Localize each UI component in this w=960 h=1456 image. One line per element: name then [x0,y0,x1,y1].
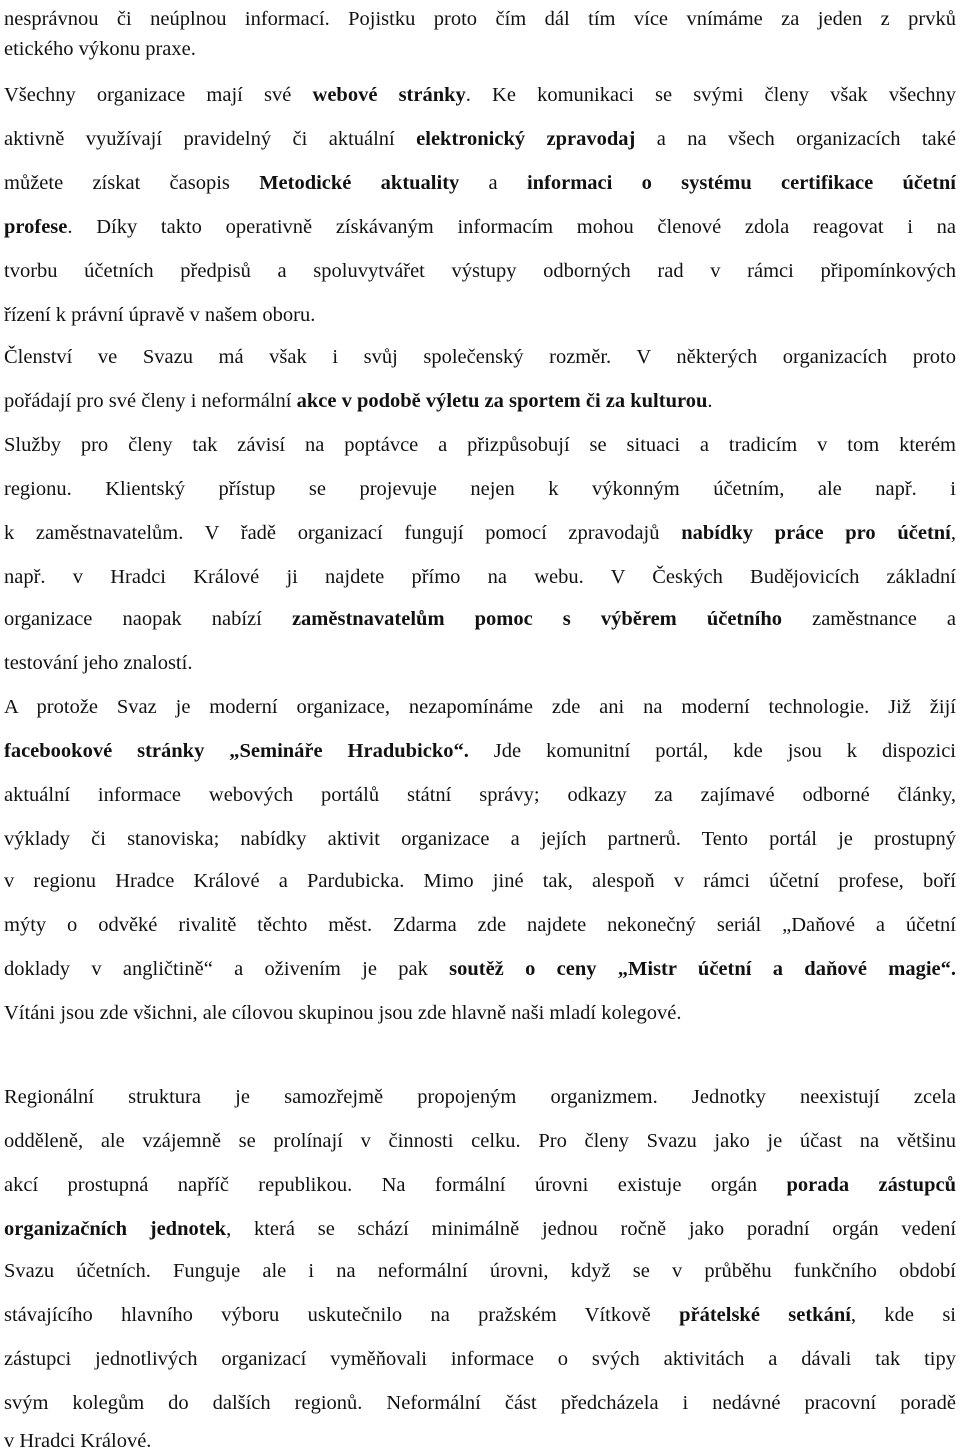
bold-text: informaci o systému certifikace účetní [526,172,956,194]
bold-text: webové stránky [312,84,466,106]
text-line: v Hradci Králové. [4,1430,152,1452]
bold-text: facebookové stránky „Semináře Hradubicko“. [4,740,469,762]
bold-text: porada zástupců [786,1174,956,1196]
text-line: regionu. Klientský přístup se projevuje nejen k výkonným účetním, ale např. i [4,478,956,500]
text-line: v regionu Hradce Králové a Pardubicka. Mimo jiné tak, alespoň v rámci účetní profese, boří [4,870,956,892]
text-line: Členství ve Svazu má však i svůj společenský rozměr. V některých organizacích proto [4,346,956,368]
text-line: zástupci jednotlivých organizací vyměňovali informace o svých aktivitách a dávali tak tipy [4,1348,956,1370]
text-line: testování jeho znalostí. [4,652,193,674]
text-line: organizačních jednotek, která se schází minimálně jednou ročně jako poradní orgán vedení [4,1218,957,1240]
text-line: Svazu účetních. Funguje ale i na neformální úrovni, když se v průběhu funkčního období [4,1260,956,1282]
text-line: organizace naopak nabízí zaměstnavatelům pomoc s výběrem účetního zaměstnance a [4,608,957,630]
text-line: můžete získat časopis Metodické aktuality a informaci o systému certifikace účetní [4,172,956,194]
text-line: výklady či stanoviska; nabídky aktivit organizace a jejích partnerů. Tento portál je prostupný [4,828,956,850]
bold-text: soutěž o ceny „Mistr účetní a daňové magie“. [449,958,956,980]
text-line: Regionální struktura je samozřejmě propojeným organizmem. Jednotky neexistují zcela [4,1086,956,1108]
text-line: svým kolegům do dalších regionů. Neformální část předcházela i nedávné pracovní poradě [4,1392,956,1414]
text-line: k zaměstnavatelům. V řadě organizací fungují pomocí zpravodajů nabídky práce pro účetní, [4,522,956,544]
text-line: Všechny organizace mají své webové stránky. Ke komunikaci se svými členy však všechny [4,84,957,106]
bold-text: nabídky práce pro účetní [681,522,951,544]
text-line: profese. Díky takto operativně získávaným informacím mohou členové zdola reagovat i na [4,216,956,238]
text-line: doklady v angličtině“ a oživením je pak soutěž o ceny „Mistr účetní a daňové magie“. [4,958,956,980]
text-line: Vítáni jsou zde všichni, ale cílovou skupinou jsou zde hlavně naši mladí kolegové. [4,1002,682,1024]
bold-text: organizačních jednotek [4,1218,227,1240]
text-line: tvorbu účetních předpisů a spoluvytvářet výstupy odborných rad v rámci připomínkových [4,260,956,282]
text-line: pořádají pro své členy i neformální akce v podobě výletu za sportem či za kulturou. [4,390,713,412]
bold-text: zaměstnavatelům pomoc s výběrem účetního [291,608,783,630]
text-line: mýty o odvěké rivalitě těchto měst. Zdarma zde najdete nekonečný seriál „Daňové a účetní [4,914,956,936]
bold-text: profese [4,216,68,238]
text-line: aktuální informace webových portálů státní správy; odkazy za zajímavé odborné články, [4,784,956,806]
text-line: aktivně využívají pravidelný či aktuální elektronický zpravodaj a na všech organizacích také [4,128,956,150]
text-line: akcí prostupná napříč republikou. Na formální úrovni existuje orgán porada zástupců [4,1174,956,1196]
bold-text: akce v podobě výletu za sportem či za kulturou [296,390,708,412]
text-line: např. v Hradci Králové ji najdete přímo na webu. V Českých Budějovicích základní [4,566,956,588]
text-line: řízení k právní úpravě v našem oboru. [4,304,316,326]
bold-text: Metodické aktuality [259,172,460,194]
bold-text: přátelské setkání [679,1304,851,1326]
text-line: Služby pro členy tak závisí na poptávce a přizpůsobují se situaci a tradicím v tom kterém [4,434,956,456]
text-line: stávajícího hlavního výboru uskutečnilo na pražském Vítkově přátelské setkání, kde si [4,1304,956,1326]
text-line: nesprávnou či neúplnou informací. Pojistku proto čím dál tím více vnímáme za jeden z prvků [4,8,956,30]
text-line: odděleně, ale vzájemně se prolínají v činnosti celku. Pro členy Svazu jako je účast na většinu [4,1130,956,1152]
text-line: A protože Svaz je moderní organizace, nezapomínáme zde ani na moderní technologie. Již žijí [4,696,956,718]
text-line: etického výkonu praxe. [4,38,196,60]
text-line: facebookové stránky „Semináře Hradubicko“. Jde komunitní portál, kde jsou k dispozici [4,740,956,762]
bold-text: elektronický zpravodaj [416,128,636,150]
